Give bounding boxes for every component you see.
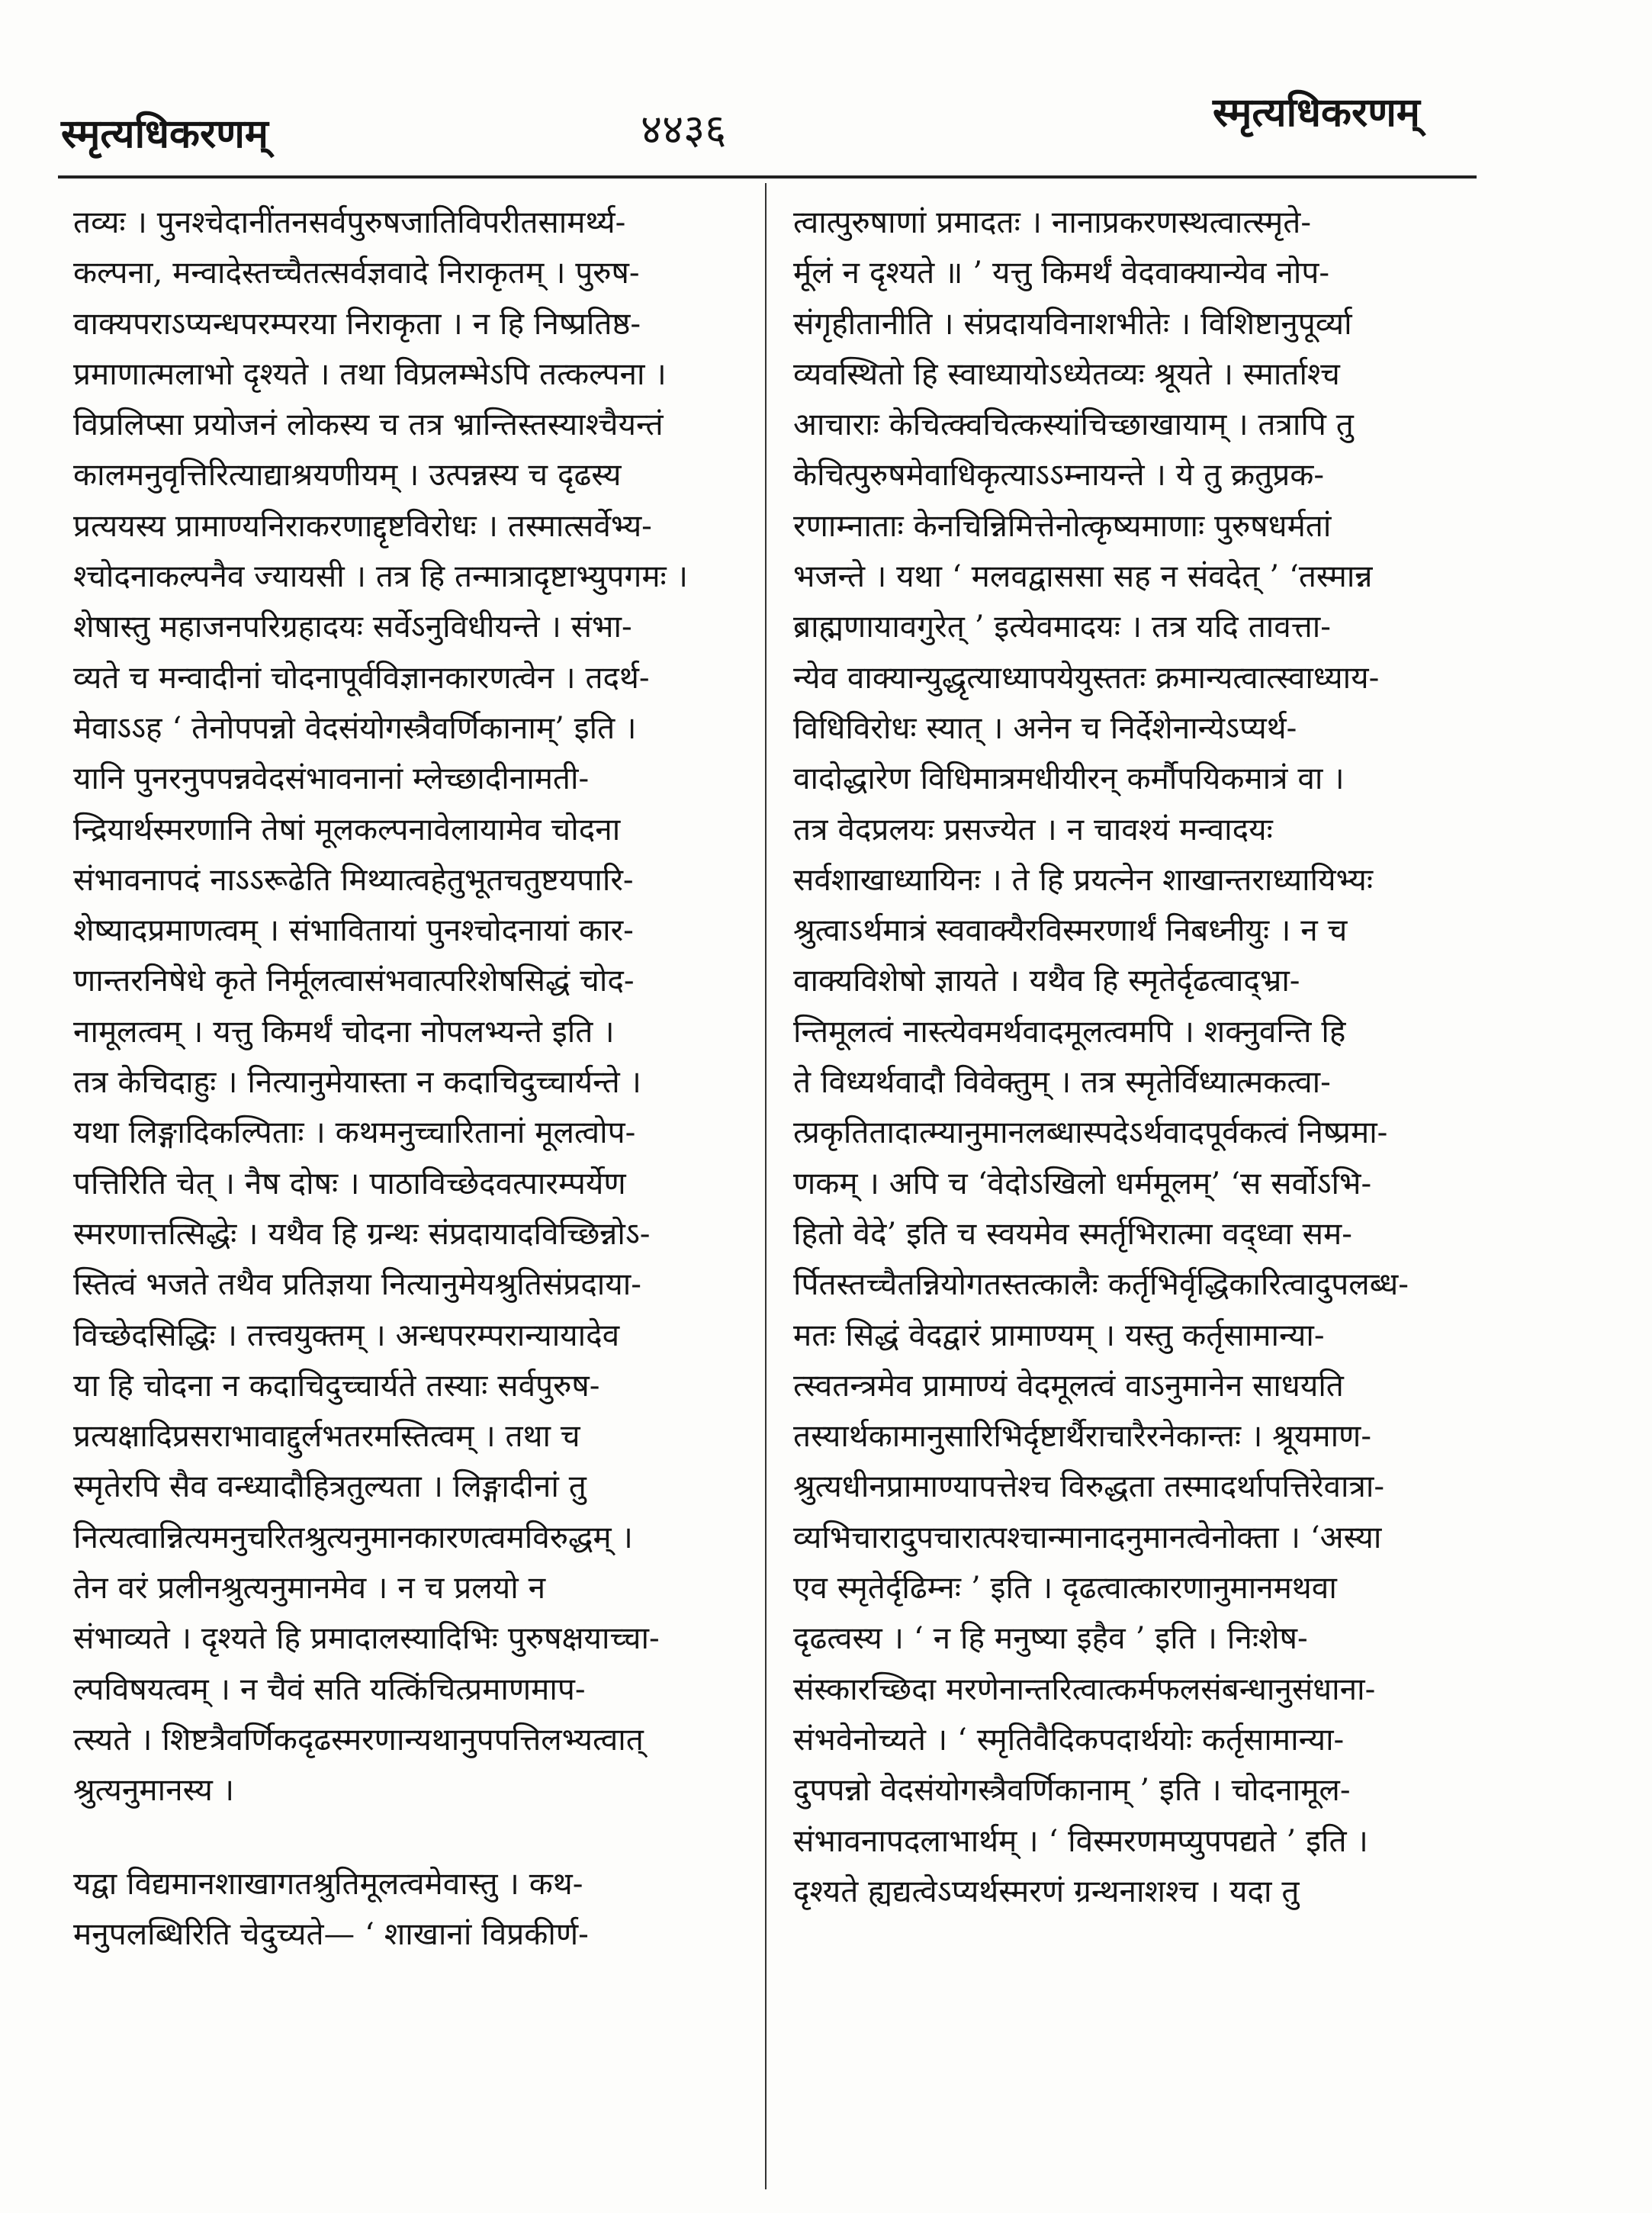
- text-line: न्तिमूलत्वं नास्त्येवमर्थवादमूलत्वमपि । शक्नुवन्ति हि: [793, 1012, 1346, 1050]
- text-line: त्स्वतन्त्रमेव प्रामाण्यं वेदमूलत्वं वाऽनुमानेन साधयति: [793, 1366, 1344, 1404]
- text-line: कालमनुवृत्तिरित्याद्याश्रयणीयम् । उत्पन्नस्य च दृढस्य: [73, 456, 622, 494]
- header-rule: [58, 175, 1477, 179]
- text-line: पत्तिरिति चेत् । नैष दोषः । पाठाविच्छेदवत्पारम्पर्येण: [73, 1164, 626, 1201]
- text-line: श्रुत्यनुमानस्य ।: [73, 1771, 235, 1809]
- text-line: संभाव्यते । दृश्यते हि प्रमादालस्यादिभिः पुरुषक्षयाच्चा-: [73, 1620, 660, 1657]
- text-line: व्यभिचारादुपचारात्पश्चान्मानादनुमानत्वेनोक्ता । ‘अस्या: [793, 1518, 1382, 1555]
- page-number: ४४३६: [641, 105, 727, 153]
- text-line: शेषास्तु महाजनपरिग्रहादयः सर्वेऽनुविधीयन्ते । संभा-: [73, 608, 632, 645]
- text-line: तत्र वेदप्रलयः प्रसज्येत । न चावश्यं मन्वादयः: [793, 810, 1273, 848]
- text-line: प्रत्ययस्य प्रामाण्यनिराकरणाद्दृष्टविरोधः । तस्मात्सर्वेभ्य-: [73, 507, 652, 544]
- text-line: संभावनापदं नाऽऽरूढेति मिथ्यात्वहेतुभूतचतुष्टयपारि-: [73, 860, 634, 898]
- text-line: कल्पना, मन्वादेस्तच्चैतत्सर्वज्ञवादे निराकृतम् । पुरुष-: [73, 254, 640, 291]
- text-line: रणाम्नाताः केनचिन्निमित्तेनोत्कृष्यमाणाः पुरुषधर्मतां: [793, 507, 1332, 544]
- text-line: दृढत्वस्य । ‘ न हि मनुष्या इहैव ’ इति । निःशेष-: [793, 1620, 1308, 1657]
- text-line: शेष्यादप्रमाणत्वम् । संभावितायां पुनश्चोदनायां कार-: [73, 912, 634, 949]
- text-line: ते विध्यर्थवादौ विवेक्तुम् । तत्र स्मृतेर्विध्यात्मकत्वा-: [793, 1063, 1331, 1101]
- page-header: [0, 0, 1652, 168]
- text-line: मेवाऽऽह ‘ तेनोपपन्नो वेदसंयोगस्त्रैवर्णिकानाम्’ इति ।: [73, 709, 637, 746]
- text-line: व्यते च मन्वादीनां चोदनापूर्वविज्ञानकारणत्वेन । तदर्थ-: [73, 658, 650, 696]
- paragraph-gap: [73, 1816, 752, 1858]
- text-line: न्येव वाक्यान्युद्धृत्याध्यापयेयुस्ततः क्रमान्यत्वात्स्वाध्याय-: [793, 658, 1380, 696]
- text-line: तेन वरं प्रलीनश्रुत्यनुमानमेव । न च प्रलयो न: [73, 1569, 546, 1607]
- text-line: विप्रलिप्सा प्रयोजनं लोकस्य च तत्र भ्रान्तिस्तस्याश्चैयन्तं: [73, 406, 664, 443]
- text-line: तव्यः । पुनश्चेदानींतनसर्वपुरुषजातिविपरीतसामर्थ्य-: [73, 204, 626, 240]
- text-line: संगृहीतानीति । संप्रदायविनाशभीतेः । विशिष्टानुपूर्व्या: [793, 304, 1352, 342]
- text-line: स्मरणात्तत्सिद्धेः । यथैव हि ग्रन्थः संप्रदायादविच्छिन्नोऽ-: [73, 1214, 651, 1252]
- left-column: [73, 197, 752, 1959]
- text-line: त्स्यते । शिष्टत्रैवर्णिकदृढस्मरणान्यथानुपपत्तिलभ्यत्वात्: [73, 1720, 644, 1758]
- text-line: संभवेनोच्यते । ‘ स्मृतिवैदिकपदार्थयोः कर्तृसामान्या-: [793, 1720, 1345, 1758]
- text-line: मनुपलब्धिरिति चेदुच्यते— ‘ शाखानां विप्रकीर्ण-: [73, 1915, 589, 1952]
- text-line: मतः सिद्धं वेदद्वारं प्रामाण्यम् । यस्तु कर्तृसामान्या-: [793, 1316, 1325, 1353]
- text-line: प्रमाणात्मलाभो दृश्यते । तथा विप्रलम्भेऽपि तत्कल्पना ।: [73, 355, 667, 392]
- text-line: आचाराः केचित्क्वचित्कस्यांचिच्छाखायाम् । तत्रापि तु: [793, 406, 1354, 443]
- text-line: र्पितस्तच्चैतन्नियोगतस्तत्कालैः कर्तृभिर्वृद्धिकारित्वादुपलब्ध-: [793, 1266, 1409, 1303]
- text-line: संभावनापदलाभार्थम् । ‘ विस्मरणमप्युपपद्यते ’ इति ।: [793, 1822, 1368, 1859]
- column-divider: [765, 183, 767, 2189]
- text-line: केचित्पुरुषमेवाधिकृत्याऽऽम्नायन्ते । ये तु क्रतुप्रक-: [793, 456, 1325, 494]
- text-line: नित्यत्वान्नित्यमनुचरितश्रुत्यनुमानकारणत्वमविरुद्धम् ।: [73, 1518, 633, 1555]
- text-line: स्मृतेरपि सैव वन्ध्यादौहित्रतुल्यता । लिङ्गादीनां तु: [73, 1468, 587, 1505]
- text-line: ल्पविषयत्वम् । न चैवं सति यत्किंचित्प्रमाणमाप-: [73, 1670, 586, 1707]
- text-line: श्रुत्यधीनप्रामाण्यापत्तेश्च विरुद्धता तस्मादर्थापत्तिरेवात्रा-: [793, 1468, 1385, 1505]
- running-title-right: स्मृत्यधिकरणम्: [1213, 89, 1420, 136]
- text-line: णान्तरनिषेधे कृते निर्मूलत्वासंभवात्परिशेषसिद्धं चोद-: [73, 962, 635, 999]
- text-line: वाक्यविशेषो ज्ञायते । यथैव हि स्मृतेर्दृढत्वाद्भ्रा-: [793, 962, 1300, 999]
- text-line: त्प्रकृतितादात्म्यानुमानलब्धास्पदेऽर्थवादपूर्वकत्वं निष्प्रमा-: [793, 1114, 1388, 1151]
- text-line: विधिविरोधः स्यात् । अनेन च निर्देशेनान्येऽप्यर्थ-: [793, 709, 1297, 746]
- text-line: श्चोदनाकल्पनैव ज्यायसी । तत्र हि तन्मात्रादृष्टाभ्युपगमः ।: [73, 558, 688, 595]
- text-line: एव स्मृतेर्दृढिम्नः ’ इति । दृढत्वात्कारणानुमानमथवा: [793, 1569, 1337, 1607]
- text-line: श्रुत्वाऽर्थमात्रं स्ववाक्यैरविस्मरणार्थं निबध्नीयुः । न च: [793, 912, 1348, 949]
- text-line: भजन्ते । यथा ‘ मलवद्वाससा सह न संवदेत् ’ ‘तस्मान्न: [793, 558, 1373, 595]
- text-line: सर्वशाखाध्यायिनः । ते हि प्रयत्नेन शाखान्तराध्यायिभ्यः: [793, 860, 1374, 898]
- text-line: त्वात्पुरुषाणां प्रमादतः । नानाप्रकरणस्थत्वात्स्मृते-: [793, 204, 1312, 240]
- text-line: न्द्रियार्थस्मरणानि तेषां मूलकल्पनावेलायामेव चोदना: [73, 810, 621, 848]
- right-column: [793, 197, 1480, 1916]
- text-line: संस्कारच्छिदा मरणेनान्तरित्वात्कर्मफलसंबन्धानुसंधाना-: [793, 1670, 1376, 1707]
- text-line: तत्र केचिदाहुः । नित्यानुमेयास्ता न कदाचिदुच्चार्यन्ते ।: [73, 1063, 641, 1101]
- text-line: विच्छेदसिद्धिः । तत्त्वयुक्तम् । अन्धपरम्परान्यायादेव: [73, 1316, 620, 1353]
- text-line: वादोद्धारेण विधिमात्रमधीयीरन् कर्मौपयिकमात्रं वा ।: [793, 760, 1345, 797]
- right-column-body: [793, 197, 1480, 1916]
- text-line: दुपपन्नो वेदसंयोगस्त्रैवर्णिकानाम् ’ इति । चोदनामूल-: [793, 1771, 1351, 1809]
- text-line: तस्यार्थकामानुसारिभिर्दृष्टार्थैराचारैरनेकान्तः । श्रूयमाण-: [793, 1417, 1372, 1455]
- text-line: हितो वेदे’ इति च स्वयमेव स्मर्तृभिरात्मा वद्ध्वा सम-: [793, 1214, 1352, 1252]
- text-line: व्यवस्थितो हि स्वाध्यायोऽध्येतव्यः श्रूयते । स्मार्ताश्च: [793, 355, 1340, 392]
- text-line: वाक्यपराऽप्यन्धपरम्परया निराकृता । न हि निष्प्रतिष्ठ-: [73, 304, 641, 342]
- text-line: प्रत्यक्षादिप्रसराभावाद्दुर्लभतरमस्तित्वम् । तथा च: [73, 1417, 580, 1455]
- text-line: यद्वा विद्यमानशाखागतश्रुतिमूलत्वमेवास्तु । कथ-: [73, 1864, 583, 1902]
- text-line: दृश्यते ह्यद्यत्वेऽप्यर्थस्मरणं ग्रन्थनाशश्च । यदा तु: [793, 1872, 1300, 1909]
- text-line: र्मूलं न दृश्यते ॥ ’ यत्तु किमर्थं वेदवाक्यान्येव नोप-: [793, 254, 1330, 291]
- text-line: यथा लिङ्गादिकल्पिताः । कथमनुच्चारितानां मूलत्वोप-: [73, 1114, 636, 1151]
- text-line: नामूलत्वम् । यत्तु किमर्थं चोदना नोपलभ्यन्ते इति ।: [73, 1012, 615, 1050]
- text-line: स्तित्वं भजते तथैव प्रतिज्ञया नित्यानुमेयश्रुतिसंप्रदाया-: [73, 1266, 641, 1303]
- left-column-body: [73, 197, 752, 1816]
- text-line: णकम् । अपि च ‘वेदोऽखिलो धर्ममूलम्’ ‘स सर्वोऽभि-: [793, 1164, 1372, 1201]
- left-column-final-paragraph: [73, 1858, 752, 1960]
- text-line: यानि पुनरनुपपन्नवेदसंभावनानां म्लेच्छादीनामती-: [73, 760, 590, 797]
- running-title-left: स्मृत्यधिकरणम्: [61, 111, 268, 157]
- text-line: ब्राह्मणायावगुरेत् ’ इत्येवमादयः । तत्र यदि तावत्ता-: [793, 608, 1331, 645]
- text-line: या हि चोदना न कदाचिदुच्चार्यते तस्याः सर्वपुरुष-: [73, 1366, 600, 1404]
